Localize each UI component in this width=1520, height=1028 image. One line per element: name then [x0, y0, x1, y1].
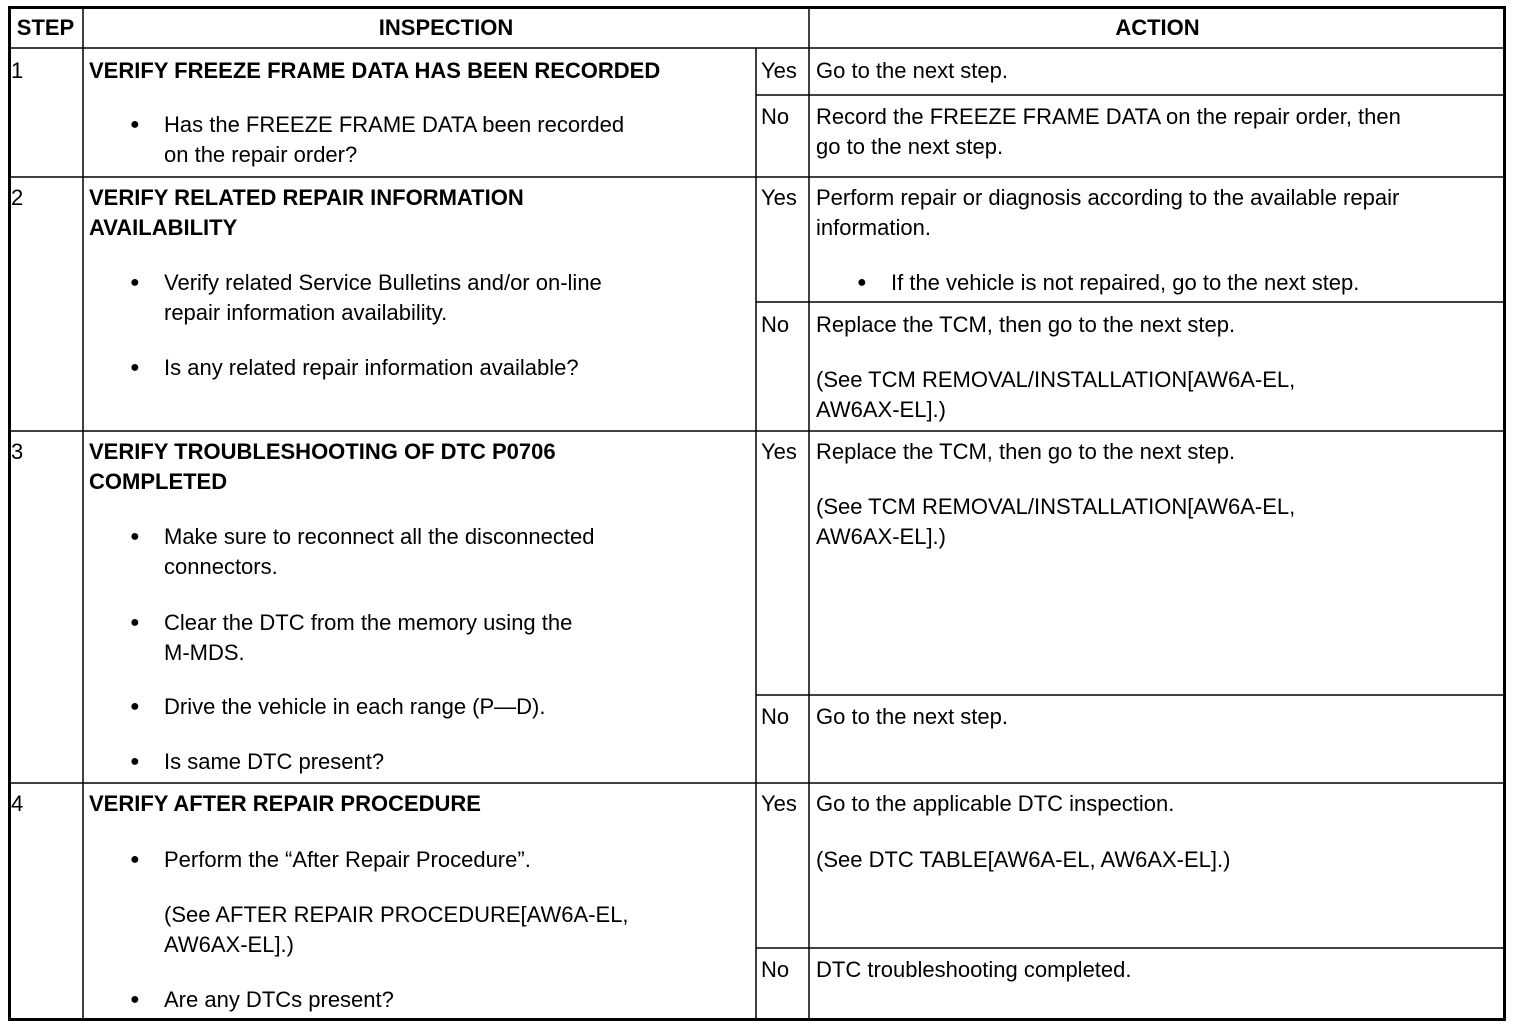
inspection-title: VERIFY TROUBLESHOOTING OF DTC P0706 [89, 439, 556, 464]
inspection-bullet: ● Is same DTC present? [164, 747, 384, 777]
yes-action: Go to the next step. [816, 58, 1009, 83]
no-action: Replace the TCM, then go to the next step. [816, 312, 1236, 337]
inspection-bullet: ● Clear the DTC from the memory using the [164, 608, 572, 638]
inspection-bullet: ● Make sure to reconnect all the disconnected [164, 522, 594, 552]
no-action: DTC troubleshooting completed. [816, 957, 1132, 982]
inspection-bullet: ● Verify related Service Bulletins and/or on-line [164, 268, 602, 298]
yes-action-reference: (See DTC TABLE[AW6A-EL, AW6AX-EL].) [816, 847, 1231, 872]
header-action: ACTION [1115, 15, 1200, 40]
step-number: 3 [11, 439, 24, 464]
inspection-bullet-cont: on the repair order? [164, 142, 358, 167]
no-action-reference: (See TCM REMOVAL/INSTALLATION[AW6A-EL, [816, 367, 1296, 392]
no-label: No [761, 957, 790, 982]
inspection-bullet-cont: repair information availability. [164, 300, 448, 325]
yes-action: Replace the TCM, then go to the next step. [816, 439, 1236, 464]
inspection-bullet-reference: (See AFTER REPAIR PROCEDURE[AW6A-EL, [164, 902, 629, 927]
no-label: No [761, 704, 790, 729]
yes-label: Yes [761, 58, 797, 83]
no-action: Go to the next step. [816, 704, 1009, 729]
no-action-reference-cont: AW6AX-EL].) [816, 397, 946, 422]
yes-action-cont: information. [816, 215, 931, 240]
step-number: 4 [11, 791, 24, 816]
yes-action-reference-cont: AW6AX-EL].) [816, 524, 946, 549]
yes-label: Yes [761, 439, 797, 464]
yes-label: Yes [761, 791, 797, 816]
diagnostic-procedure-table [8, 6, 1506, 1021]
yes-action: Go to the applicable DTC inspection. [816, 791, 1175, 816]
step-number: 1 [11, 58, 24, 83]
inspection-bullet-cont: M-MDS. [164, 640, 245, 665]
inspection-title-cont: AVAILABILITY [89, 215, 238, 240]
no-action-cont: go to the next step. [816, 134, 1004, 159]
inspection-bullet-reference-cont: AW6AX-EL].) [164, 932, 294, 957]
inspection-bullet: ● Is any related repair information available? [164, 353, 579, 383]
no-action: Record the FREEZE FRAME DATA on the repair order, then [816, 104, 1401, 129]
no-label: No [761, 312, 790, 337]
step-number: 2 [11, 185, 24, 210]
header-inspection: INSPECTION [378, 15, 514, 40]
inspection-bullet: ● Are any DTCs present? [164, 985, 394, 1015]
inspection-bullet: ● Has the FREEZE FRAME DATA been recorded [164, 110, 624, 140]
yes-action: Perform repair or diagnosis according to the available repair [816, 185, 1400, 210]
inspection-title: VERIFY RELATED REPAIR INFORMATION [89, 185, 524, 210]
inspection-title-cont: COMPLETED [89, 469, 228, 494]
yes-action-reference: (See TCM REMOVAL/INSTALLATION[AW6A-EL, [816, 494, 1296, 519]
no-label: No [761, 104, 790, 129]
inspection-title: VERIFY AFTER REPAIR PROCEDURE [89, 791, 481, 816]
inspection-title: VERIFY FREEZE FRAME DATA HAS BEEN RECORDED [89, 58, 661, 83]
yes-action-bullet: ● If the vehicle is not repaired, go to the next step. [891, 268, 1359, 298]
inspection-bullet: ● Perform the “After Repair Procedure”. [164, 845, 531, 875]
header-step: STEP [16, 15, 75, 40]
yes-label: Yes [761, 185, 797, 210]
inspection-bullet: ● Drive the vehicle in each range (P—D). [164, 692, 546, 722]
inspection-bullet-cont: connectors. [164, 554, 278, 579]
